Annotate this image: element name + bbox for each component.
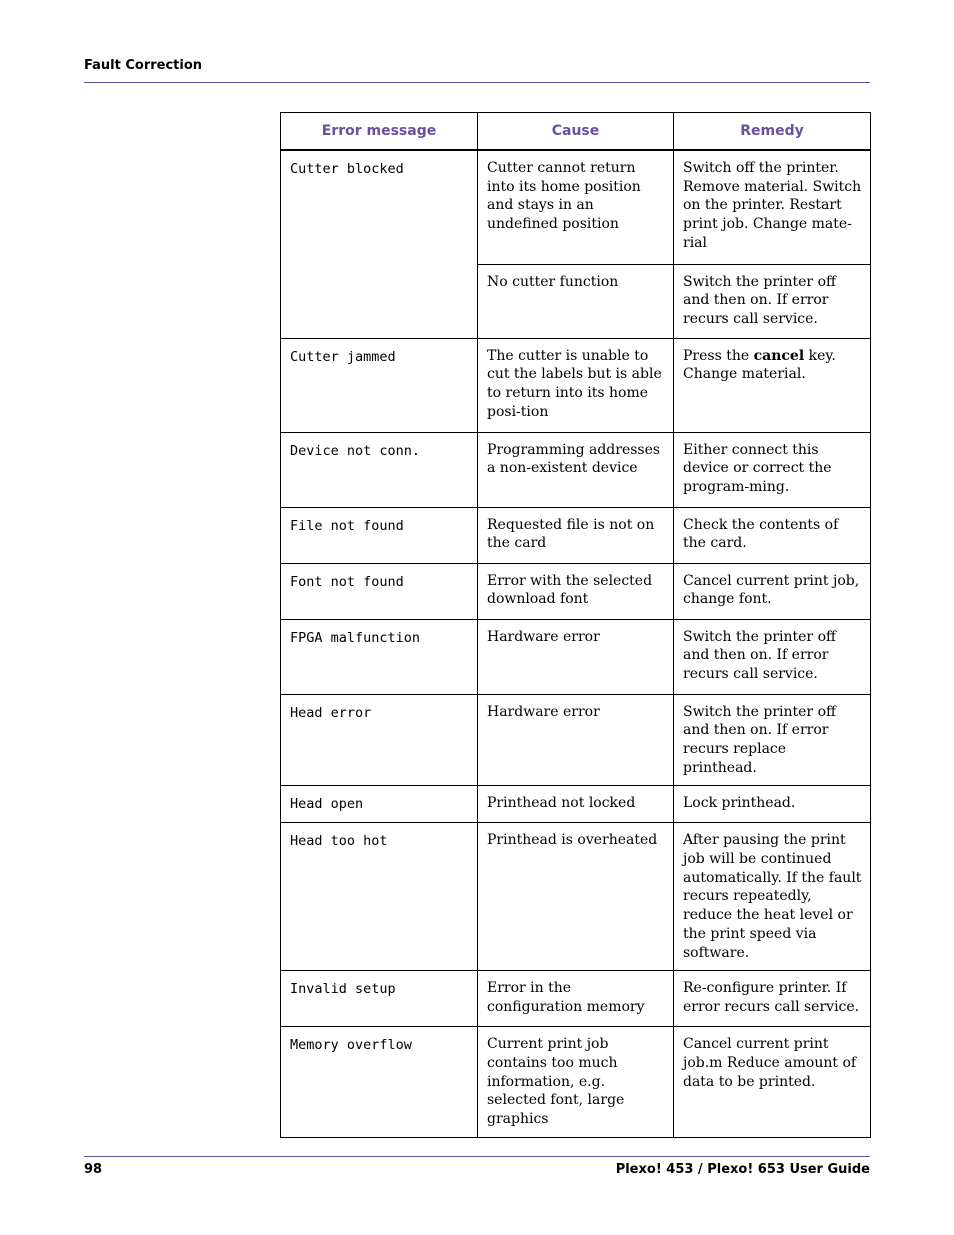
error-message-cell: Cutter jammed [281,338,478,432]
error-message-cell: Memory overflow [281,1027,478,1138]
cause-cell: Programming addresses a non-existent device [478,432,674,507]
error-message-cell: Head error [281,694,478,786]
remedy-cell: Cancel current print job, change font. [674,563,871,619]
remedy-text: Press the [683,347,754,364]
column-header-cause: Cause [478,113,674,151]
cause-cell: No cutter function [478,264,674,338]
table-row [281,971,871,1027]
running-head-section-title: Fault Correction [84,58,203,73]
remedy-cell: Check the contents of the card. [674,507,871,563]
table-row [281,507,871,563]
footer-rule [84,1156,870,1157]
cause-cell: Error in the configuration memory [478,971,674,1027]
error-message-cell: Head too hot [281,823,478,971]
page-number: 98 [84,1162,103,1177]
table-row [281,694,871,786]
table-row [281,823,871,971]
cause-cell: Error with the selected download font [478,563,674,619]
remedy-cell: Switch the printer off and then on. If error recurs call service. [674,264,871,338]
guide-title: Plexo! 453 / Plexo! 653 User Guide [615,1162,870,1177]
remedy-text: key. Change material. [683,347,836,383]
table-header-row [281,113,871,151]
remedy-cell: Switch the printer off and then on. If error recurs call service. [674,619,871,694]
cause-cell: Printhead is overheated [478,823,674,971]
cause-cell: Hardware error [478,694,674,786]
table-row [281,563,871,619]
error-message-cell: Cutter blocked [281,150,478,338]
cause-cell: Current print job contains too much information, e.g. selected font, large graphics [478,1027,674,1138]
remedy-cell: After pausing the print job will be continued automatically. If the fault recurs repeatedly, reduce the heat level or the print speed via software. [674,823,871,971]
cancel-key-label: cancel [753,347,805,364]
table-row [281,1027,871,1138]
error-message-cell: Invalid setup [281,971,478,1027]
remedy-cell: Re-configure printer. If error recurs call service. [674,971,871,1027]
cause-cell: The cutter is unable to cut the labels but is able to return into its home posi-tion [478,338,674,432]
error-message-cell: Head open [281,786,478,823]
table-row [281,150,871,264]
error-message-cell: FPGA malfunction [281,619,478,694]
error-message-cell: Device not conn. [281,432,478,507]
remedy-cell: Lock printhead. [674,786,871,823]
cause-cell: Hardware error [478,619,674,694]
remedy-cell [674,338,871,432]
remedy-cell: Switch off the printer. Remove material. Switch on the printer. Restart print job. Change mate-rial [674,150,871,264]
cause-cell: Printhead not locked [478,786,674,823]
table-row [281,338,871,432]
fault-table [280,112,871,1138]
cause-cell: Cutter cannot return into its home position and stays in an undefined position [478,150,674,264]
column-header-remedy: Remedy [674,113,871,151]
table-row [281,619,871,694]
cause-cell: Requested file is not on the card [478,507,674,563]
remedy-cell: Cancel current print job.m Reduce amount of data to be printed. [674,1027,871,1138]
remedy-cell: Switch the printer off and then on. If error recurs replace printhead. [674,694,871,786]
table-row [281,432,871,507]
remedy-cell: Either connect this device or correct the program-ming. [674,432,871,507]
error-message-cell: Font not found [281,563,478,619]
column-header-error-message: Error message [281,113,478,151]
error-message-cell: File not found [281,507,478,563]
header-rule [84,82,870,83]
table-row [281,786,871,823]
